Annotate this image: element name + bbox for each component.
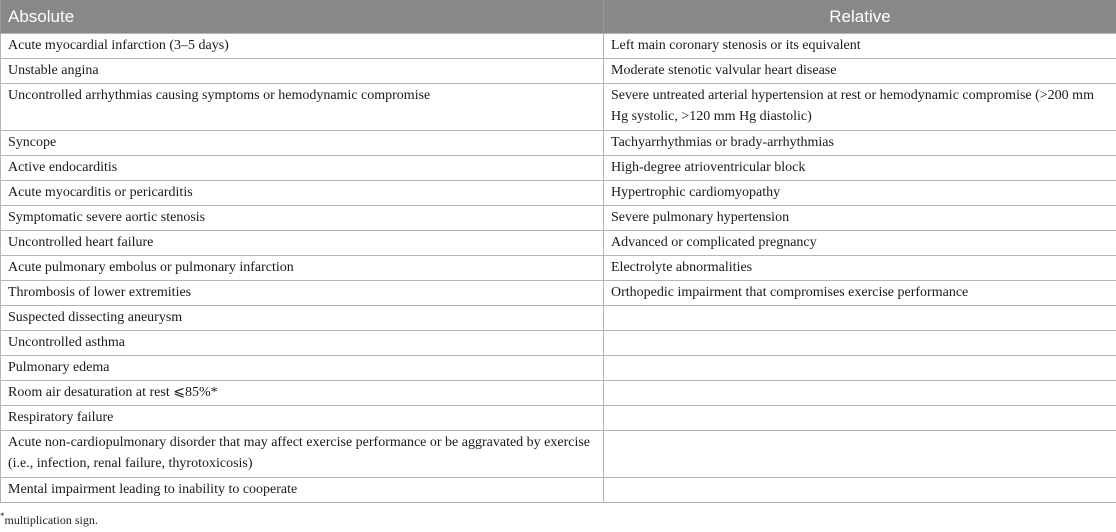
table-row <box>1 306 1116 331</box>
footnote-mark: * <box>0 511 5 521</box>
table-footnote <box>0 511 98 528</box>
relative-cell: Electrolyte abnormalities <box>604 256 1116 281</box>
relative-cell: High-degree atrioventricular block <box>604 156 1116 181</box>
table-row <box>1 431 1116 478</box>
table-row <box>1 156 1116 181</box>
absolute-cell: Suspected dissecting aneurysm <box>1 306 604 331</box>
relative-cell <box>604 331 1116 356</box>
absolute-cell: Thrombosis of lower extremities <box>1 281 604 306</box>
relative-cell: Moderate stenotic valvular heart disease <box>604 59 1116 84</box>
table-row <box>1 181 1116 206</box>
absolute-cell: Uncontrolled heart failure <box>1 231 604 256</box>
table-row <box>1 381 1116 406</box>
absolute-cell: Symptomatic severe aortic stenosis <box>1 206 604 231</box>
relative-cell: Severe pulmonary hypertension <box>604 206 1116 231</box>
relative-cell: Hypertrophic cardiomyopathy <box>604 181 1116 206</box>
relative-cell: Tachyarrhythmias or brady-arrhythmias <box>604 131 1116 156</box>
table-row <box>1 84 1116 131</box>
relative-cell <box>604 478 1116 503</box>
table-row <box>1 331 1116 356</box>
table-row <box>1 131 1116 156</box>
table-row <box>1 281 1116 306</box>
table-row <box>1 34 1116 59</box>
absolute-cell: Active endocarditis <box>1 156 604 181</box>
header-relative: Relative <box>604 0 1116 34</box>
footnote-text: multiplication sign. <box>4 513 98 527</box>
relative-cell: Severe untreated arterial hypertension at rest or hemodynamic compromise (>200 mm Hg systolic, >120 mm Hg diastolic) <box>604 84 1116 131</box>
relative-cell: Left main coronary stenosis or its equivalent <box>604 34 1116 59</box>
table-row <box>1 478 1116 503</box>
absolute-cell: Acute myocardial infarction (3–5 days) <box>1 34 604 59</box>
header-row <box>1 0 1116 34</box>
absolute-cell: Syncope <box>1 131 604 156</box>
relative-cell <box>604 406 1116 431</box>
relative-cell <box>604 306 1116 331</box>
table-row <box>1 406 1116 431</box>
absolute-cell: Unstable angina <box>1 59 604 84</box>
table-row <box>1 356 1116 381</box>
relative-cell <box>604 356 1116 381</box>
absolute-cell: Room air desaturation at rest ⩽85%* <box>1 381 604 406</box>
absolute-cell: Acute myocarditis or pericarditis <box>1 181 604 206</box>
table-row <box>1 206 1116 231</box>
relative-cell <box>604 431 1116 478</box>
absolute-cell: Pulmonary edema <box>1 356 604 381</box>
table-row <box>1 256 1116 281</box>
absolute-cell: Respiratory failure <box>1 406 604 431</box>
absolute-cell: Acute non-cardiopulmonary disorder that may affect exercise performance or be aggravated by exercise (i.e., infection, renal failure, thyrotoxicosis) <box>1 431 604 478</box>
absolute-cell: Acute pulmonary embolus or pulmonary infarction <box>1 256 604 281</box>
header-absolute: Absolute <box>1 0 604 34</box>
relative-cell: Orthopedic impairment that compromises exercise performance <box>604 281 1116 306</box>
absolute-cell: Mental impairment leading to inability to cooperate <box>1 478 604 503</box>
table-row <box>1 59 1116 84</box>
relative-cell: Advanced or complicated pregnancy <box>604 231 1116 256</box>
relative-cell <box>604 381 1116 406</box>
absolute-cell: Uncontrolled asthma <box>1 331 604 356</box>
absolute-cell: Uncontrolled arrhythmias causing symptoms or hemodynamic compromise <box>1 84 604 131</box>
table-row <box>1 231 1116 256</box>
